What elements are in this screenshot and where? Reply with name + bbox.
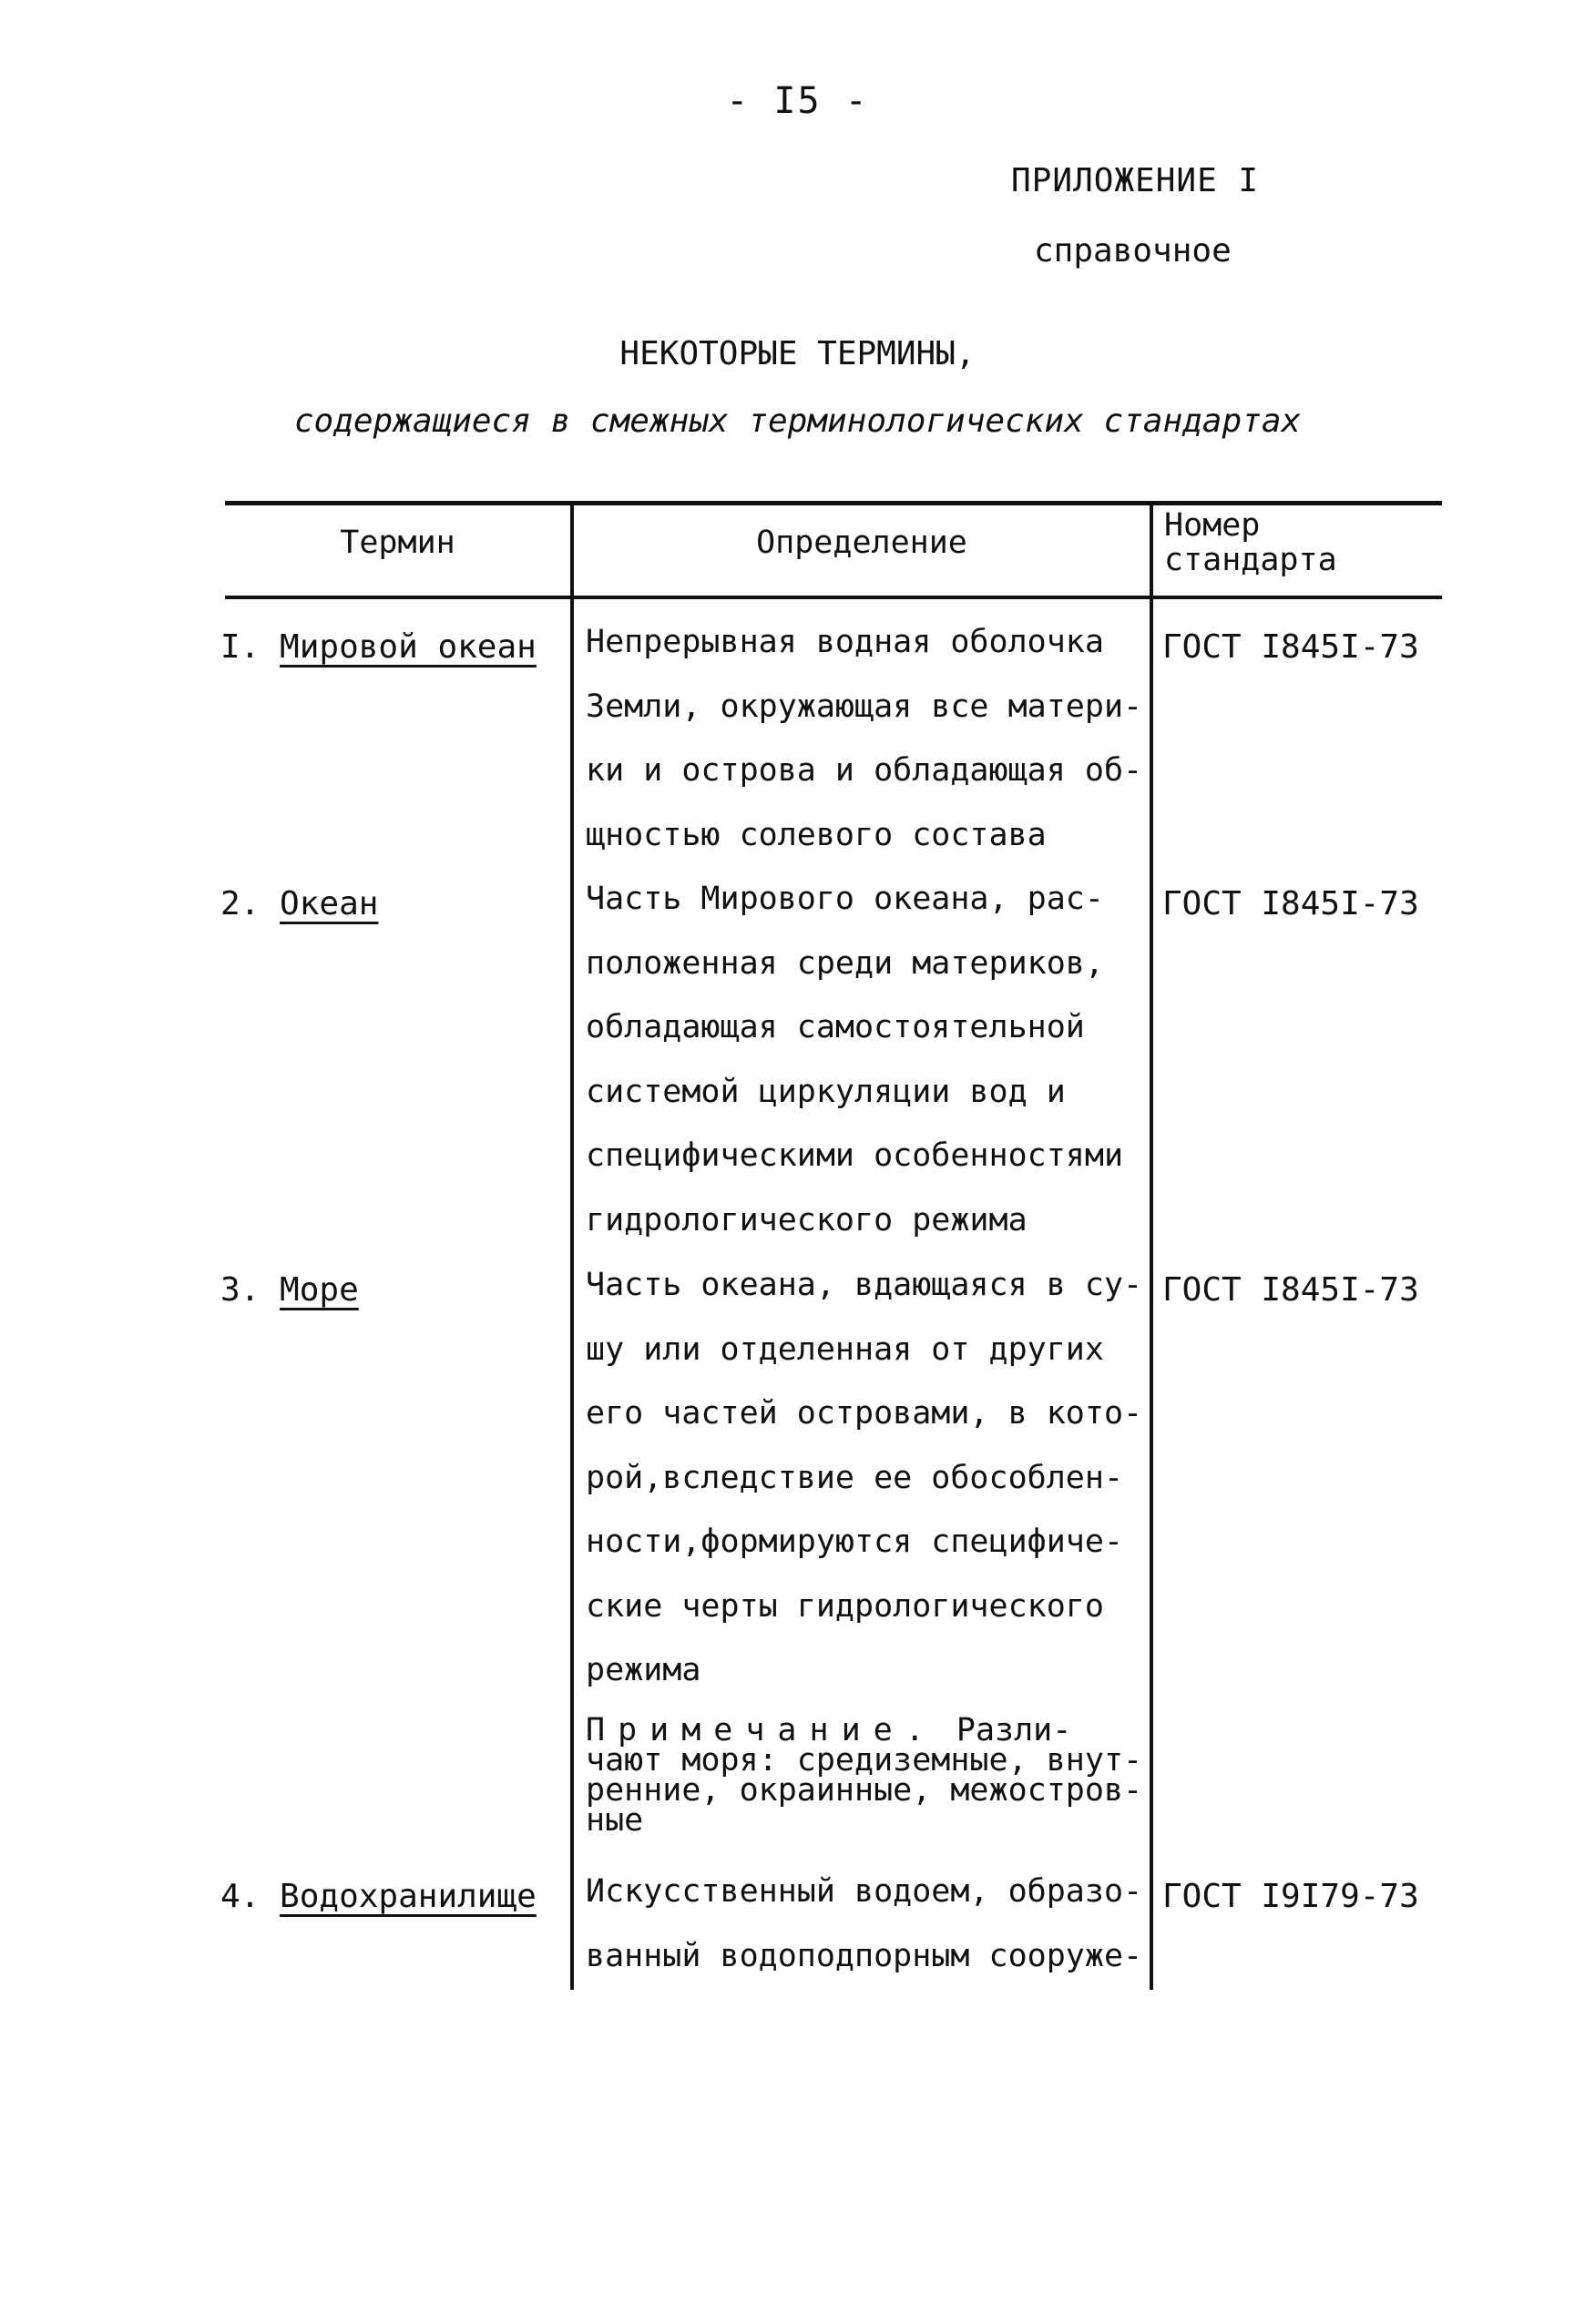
section-subtitle: содержащиеся в смежных терминологических стандартах [293,403,1302,440]
term-number: I. [220,628,261,666]
definition-line: Часть Мирового океана, рас- [586,881,1104,917]
table-row-standard: ГОСТ I845I-73 [1162,1271,1419,1309]
definition-line: рой,вследствие ее обособлен- [586,1459,1124,1496]
note-line: ные [586,1802,644,1839]
table-row-note [586,1712,1150,1839]
appendix-title: ПРИЛОЖЕНИЕ I [1011,162,1260,199]
table-row-definition [586,1262,1150,1712]
definition-line: режима [586,1652,701,1688]
table-row-standard: ГОСТ I845I-73 [1162,628,1419,666]
definition-line: ские черты гидрологического [586,1587,1104,1625]
table-row-term [220,1271,359,1309]
header-term: Термин [340,525,455,561]
definition-line: щностью солевого состава [586,816,1047,853]
term-number: 4. [220,1878,261,1915]
definition-line: Искусственный водоем, образо- [586,1873,1143,1910]
column-divider-1 [570,504,574,1990]
definition-line: специфическими особенностями [586,1137,1124,1174]
header-standard-line2: стандарта [1164,542,1337,578]
page-number: - I5 - [726,80,869,122]
table-row-definition [586,619,1150,876]
term-name: Море [280,1271,359,1309]
table-top-rule [225,501,1442,505]
definition-line: Часть океана, вдающаяся в су- [586,1267,1143,1303]
note-label: Примечание. [586,1712,937,1748]
table-row-term [220,885,378,922]
note-line: чают моря: средиземные, внут- [586,1742,1143,1779]
definition-line: ности,формируются специфиче- [586,1524,1124,1560]
definition-line: Непрерывная водная оболочка [586,624,1104,660]
definition-line: обладающая самостоятельной [586,1009,1085,1045]
table-row-term [220,1878,537,1915]
term-number: 2. [220,885,261,922]
table-row-definition [586,876,1150,1261]
table-header-rule [225,596,1442,599]
table-row-standard: ГОСТ I9I79-73 [1162,1878,1419,1915]
term-name: Мировой океан [280,628,537,666]
definition-line: Земли, окружающая все матери- [586,688,1143,725]
table-row-definition [586,1869,1150,1997]
definition-line: системой циркуляции вод и [586,1073,1066,1110]
header-definition: Определение [756,525,967,561]
definition-line: гидрологического режима [586,1201,1028,1238]
section-title: НЕКОТОРЫЕ ТЕРМИНЫ, [619,335,976,372]
definition-line: шу или отделенная от других [586,1330,1104,1368]
definition-line: положенная среди материков, [586,944,1104,982]
definition-line: его частей островами, в кото- [586,1395,1143,1432]
header-standard-line1: Номер [1164,507,1261,544]
term-number: 3. [220,1271,261,1309]
appendix-subtitle: справочное [1034,232,1232,270]
definition-line: ванный водоподпорным сооруже- [586,1937,1143,1974]
note-line: ренние, окраинные, межостров- [586,1772,1143,1809]
term-name: Водохранилище [280,1878,537,1915]
term-name: Океан [280,885,379,922]
table-row-term [220,628,537,666]
definition-line: ки и острова и обладающая об- [586,752,1143,789]
header-standard [1164,508,1337,577]
note-text: Разли- [956,1712,1072,1748]
table-row-standard: ГОСТ I845I-73 [1162,885,1419,922]
